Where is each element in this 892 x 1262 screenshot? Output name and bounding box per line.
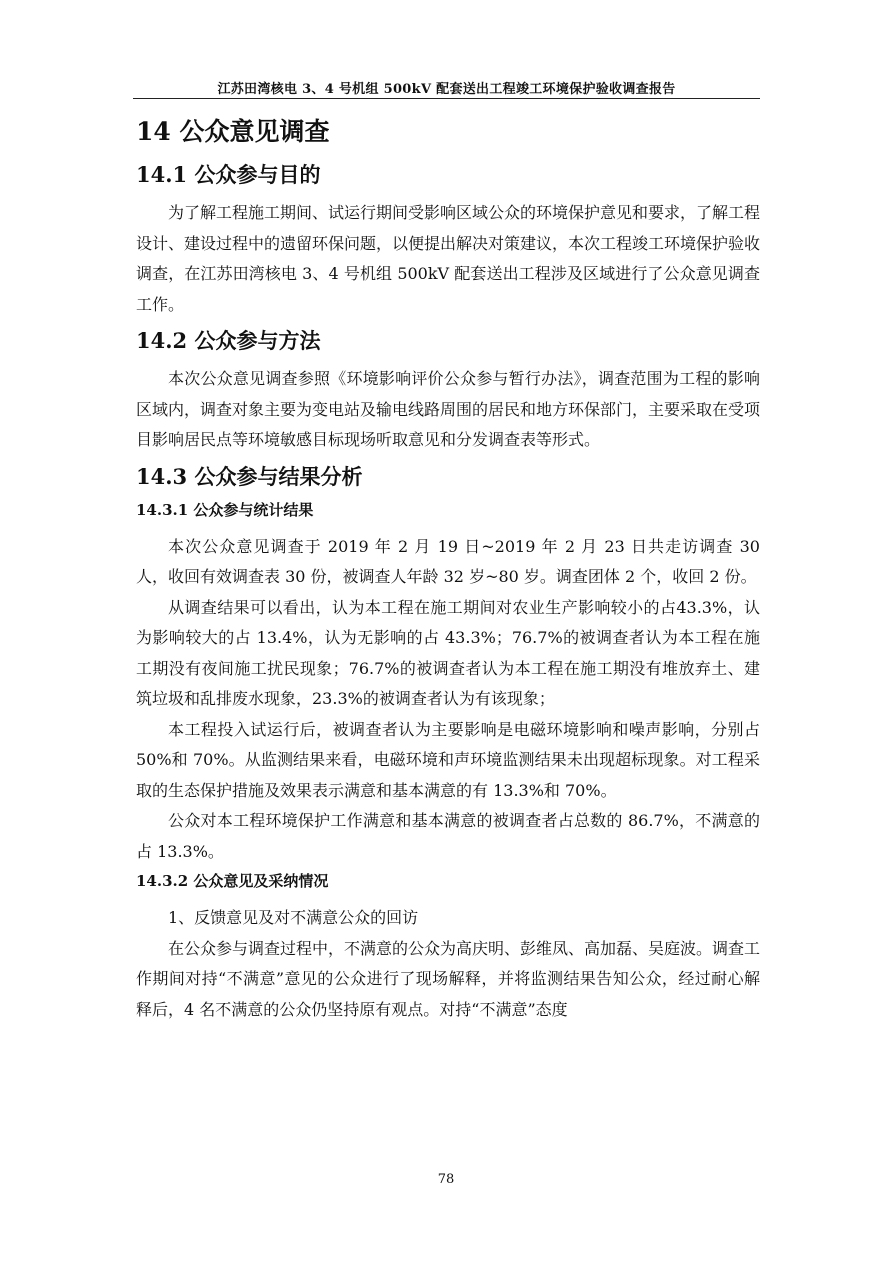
subsection-title-14-3-1: 14.3.1 公众参与统计结果 (136, 500, 314, 519)
paragraph-14-2-method: 本次公众意见调查参照《环境影响评价公众参与暂行办法》，调查范围为工程的影响区域内，调查对象主要为变电站及输电线路周围的居民和地方环保部门，主要采取在受项目影响居民点等环境敏感目标现场听取意见和分发调查表等形式。 (136, 369, 761, 449)
page-body (136, 112, 760, 1025)
paragraph-survey-overview: 本次公众意见调查于 2019 年 2 月 19 日~2019 年 2 月 23 日共走访调查 30 人，收回有效调查表 30 份，被调查人年龄 32 岁~80 岁。调查团体 2 个，收回 2 份。 (136, 536, 760, 586)
chapter-title: 14 公众意见调查 (136, 117, 330, 146)
paragraph-construction-impact: 从调查结果可以看出，认为本工程在施工期间对农业生产影响较小的占43.3%，认为影响较大的占 13.4%，认为无影响的占 43.3%；76.7%的被调查者认为本工程在施工期没有夜间施工扰民现象；76.7%的被调查者认为本工程在施工期没有堆放弃土、建筑垃圾和乱排废水现象，23.3%的被调查者认为有该现象； (136, 597, 760, 708)
page-number: 78 (437, 1172, 455, 1187)
section-title-14-3: 14.3 公众参与结果分析 (136, 463, 363, 489)
paragraph-operation-impact: 本工程投入试运行后，被调查者认为主要影响是电磁环境影响和噪声影响，分别占 50%和 70%。从监测结果来看，电磁环境和声环境监测结果未出现超标现象。对工程采取的生态保护措施及效果表示满意和基本满意的有 13.3%和 70%。 (136, 719, 760, 800)
subsection-title-14-3-2: 14.3.2 公众意见及采纳情况 (136, 872, 329, 890)
section-title-14-1: 14.1 公众参与目的 (136, 162, 321, 187)
header-divider (133, 98, 760, 99)
paragraph-satisfaction: 公众对本工程环境保护工作满意和基本满意的被调查者占总数的 86.7%，不满意的占 13.3%。 (136, 811, 760, 861)
running-header: 江苏田湾核电 3、4 号机组 500kV 配套送出工程竣工环境保护验收调查报告 (217, 82, 676, 97)
section-title-14-2: 14.2 公众参与方法 (136, 328, 321, 353)
paragraph-14-1-purpose: 为了解工程施工期间、试运行期间受影响区域公众的环境保护意见和要求，了解工程设计、建设过程中的遗留环保问题，以便提出解决对策建议，本次工程竣工环境保护验收调查，在江苏田湾核电 3、4 号机组 500kV 配套送出工程涉及区域进行了公众意见调查工作。 (136, 203, 761, 314)
paragraph-feedback-heading: 1、反馈意见及对不满意公众的回访 (168, 908, 419, 927)
paragraph-feedback-detail: 在公众参与调查过程中，不满意的公众为高庆明、彭维凤、高加磊、吴庭波。调查工作期间对持“不满意”意见的公众进行了现场解释，并将监测结果告知公众，经过耐心解释后，4 名不满意的公众仍坚持原有观点。对持“不满意”态度 (136, 938, 761, 1019)
